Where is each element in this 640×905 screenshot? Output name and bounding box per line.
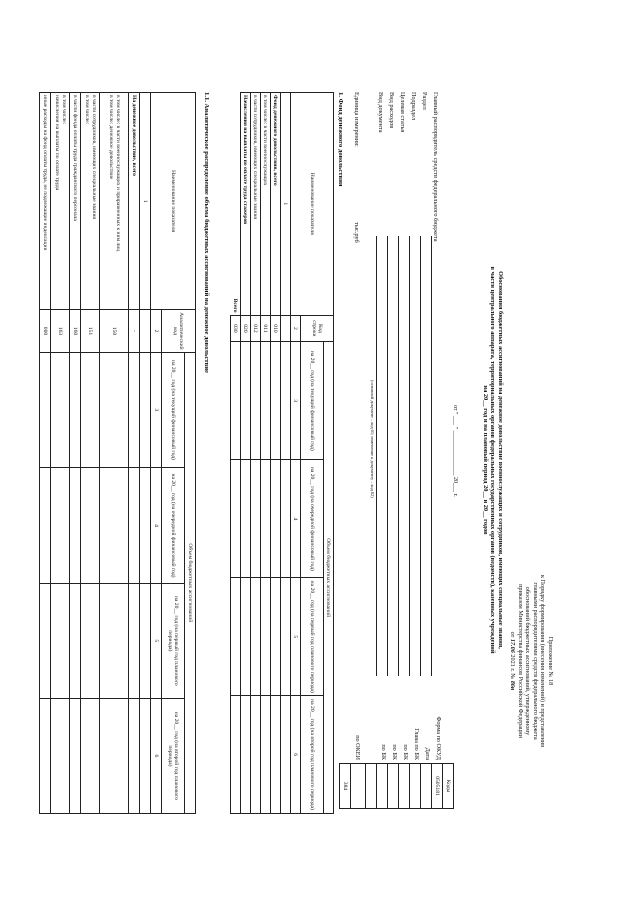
appendix-date-prefix: от [509,631,517,638]
dist-num-3: 3 [151,352,162,468]
title-line-1: Обоснования бюджетных ассигнований на денежное довольствие военнослужащих и сотрудников, имеющих специальные звания, [497,271,504,649]
appendix-line-1: Приложение № 18 [547,636,554,686]
dist-row-code: 160 [70,310,81,352]
appendix-line-4: обоснований бюджетных ассигнований, утвержденному [524,586,532,736]
date-code [421,764,432,809]
row-code: 012 [251,315,261,342]
label-bk-2: по БК [391,744,398,760]
row-label: в том числе: в части военнослужащих [261,93,271,316]
col-year-3: на 20__ год (на первый год планового периода) [301,578,324,696]
units-value: тыс.руб [353,222,360,243]
codes-table [339,763,454,809]
label-bk-3: по БК [380,744,387,760]
row-code: 011 [261,315,271,342]
req-label-6: Вид документа [377,92,384,133]
okei-code: 384 [340,764,351,809]
col-num-5: 5 [291,578,301,696]
dist-col-volume-header: Объем бюджетных ассигнований [185,352,196,813]
dist-row-label-a: в том числе: в части военнослужащих и приравненных к ним лиц [115,95,121,252]
units-label: Единица измерения: [353,92,360,147]
row-code: 010 [271,315,281,342]
col-num-4: 4 [291,460,301,578]
label-okud: Форма по ОКУД [435,716,442,760]
row-label: в части сотрудников, имеющих специальные звания [251,93,261,316]
blank-code [351,764,366,809]
date-line: от " ___ " _______________ 20___ г. [452,405,458,497]
okud-code: 0505181 [432,764,443,809]
fund-table [230,92,334,814]
col-num-3: 3 [291,342,301,460]
req-line-4 [398,236,399,676]
label-glava: Глава по БК [413,728,420,760]
col-num-1: 1 [281,93,291,316]
dist-num-4: 4 [151,468,162,584]
dist-row-code: 150 [100,310,129,352]
dist-row-label: На денежное довольствие, всего [129,93,140,310]
req-line-2 [420,236,421,676]
dist-row-label-a: в том числе: [61,95,67,125]
total-code: 030 [231,315,241,342]
req-line-1 [431,236,432,676]
dist-row-label-b: в том числе: [84,95,90,125]
dist-row-code: 163 [51,310,70,352]
dist-row-label: иные расходы на фонд оплаты труда, не подлежащие индексации [40,93,51,310]
col-num-6: 6 [291,696,301,814]
dist-col-year-1: на 20__ год (на текущий финансовый год) [162,352,185,468]
dist-row-code: - [129,310,140,352]
req-line-3 [409,236,410,676]
appendix-year: 2021 г. № [509,654,517,680]
dist-num-2: 2 [151,310,162,352]
appendix-line-2: к Порядку формирования (внесения изменений) и представления [539,574,547,748]
bk-code-1 [399,764,410,809]
dist-row-label [81,93,100,310]
appendix-note [508,516,554,806]
dist-row-label: в части фонда оплаты труда гражданского персонала [70,93,81,310]
dist-col-code-header: Аналитический код [162,310,196,352]
col-volume-header: Объем бюджетных ассигнований [324,342,334,814]
dist-row-label-b: в том числе: денежное довольствие [108,95,114,180]
bk-code-3 [377,764,388,809]
row-code: 020 [241,315,251,342]
col-year-2: на 20__ год (на очередной финансовый год) [301,460,324,578]
dist-row-label [51,93,70,310]
label-bk-1: по БК [402,744,409,760]
req-label-4: Целевая статья [399,92,406,133]
bk-code-4 [366,764,377,809]
appendix-line-7 [508,516,516,806]
distribution-table [39,92,196,814]
req-label-1: Главный распорядитель средств федерального бюджета [432,92,439,242]
dist-col-year-3: на 20__ год (на первый год планового периода) [162,583,185,698]
appendix-date: 17.06 [509,638,517,653]
label-date: Дата [424,747,431,760]
req-label-5: Вид расходов [388,92,395,129]
codes-header: Коды [443,764,454,809]
bk-code-2 [388,764,399,809]
dist-col-year-2: на 20__ год (на очередной финансовый год) [162,468,185,584]
row-label: Начисления на выплаты по оплате труда стажеров [241,93,251,316]
section-1-title: 1. Фонд денежного довольствия [337,92,344,187]
dist-num-5: 5 [151,583,162,698]
dist-row-label-b: начисления на выплаты по оплате труда [54,95,60,191]
req-line-6 [376,236,377,676]
dist-row-code: 000 [40,310,51,352]
col-code-header: Код строки [301,315,334,342]
dist-num-6: 6 [151,698,162,813]
glava-code [410,764,421,809]
section-11-title: 1.1. Аналитическое распределение объема бюджетных ассигнований на денежное довольствие [203,92,210,373]
dist-row-code: 151 [81,310,100,352]
title-line-2: в части центрального аппарата, территориальных органов федеральных государственных органов (ведомств), казенных учреждений [489,266,497,654]
row-label: Фонд денежного довольствия, всего [271,93,281,316]
dist-row-label [100,93,129,310]
col-name-header: Наименование показателя [291,93,334,316]
codes-labels [350,684,442,760]
label-okei: по ОКЕИ [354,735,361,760]
col-year-1: на 20__ год (на текущий финансовый год) [301,342,324,460]
total-label: Всего [231,93,241,316]
document-title [481,190,504,730]
appendix-line-3: главными распорядителями средств федерального бюджета [531,582,539,740]
appendix-line-5: приказом Министерства финансов Российской Федерации [516,584,524,738]
req-line-5 [387,236,388,676]
dist-row-label-a: в части сотрудников, имеющих специальные звания [91,95,97,220]
appendix-number: 86н [509,680,517,691]
document-type-note: (основной документ – код 01; изменение к документу – код 02) [370,380,375,498]
dist-col-name-header: Наименование показателя [151,93,196,310]
dist-num-1: 1 [140,93,151,310]
title-line-3: на 20__ год и на плановый период 20__ и 20__ годов [481,385,489,535]
col-num-2: 2 [291,315,301,342]
dist-col-year-4: на 20__ год (на второй год планового периода) [162,698,185,813]
col-year-4: на 20__ год (на второй год планового периода) [301,696,324,814]
req-label-3: Подраздел [410,92,417,121]
req-label-2: Раздел [421,92,428,110]
